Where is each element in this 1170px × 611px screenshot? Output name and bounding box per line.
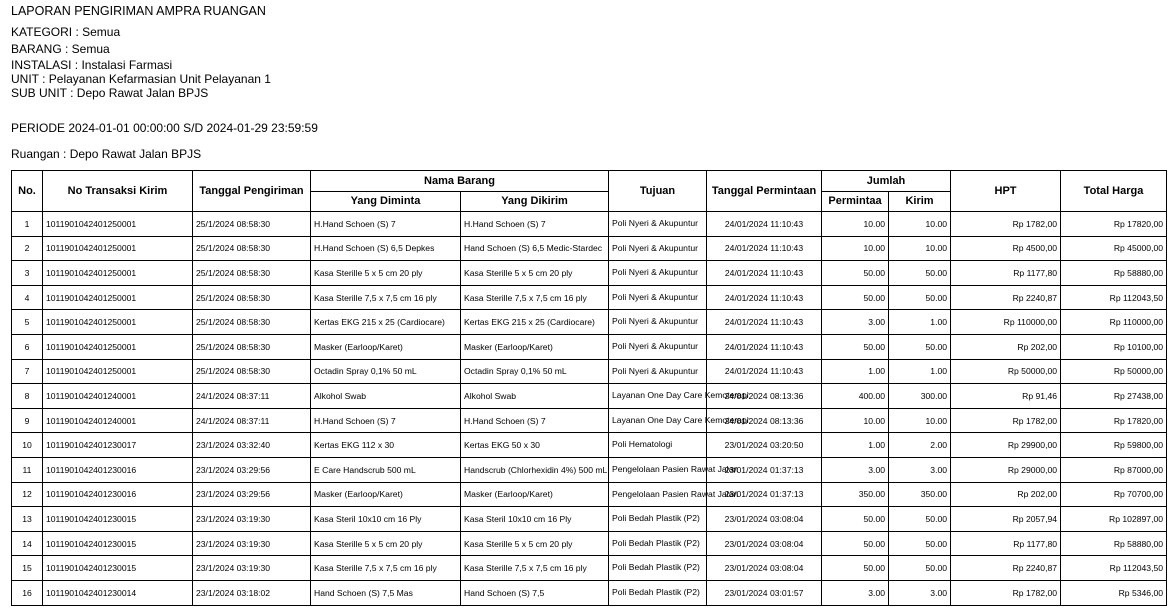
cell-yang-diminta: Kasa Sterille 5 x 5 cm 20 ply (311, 261, 461, 286)
cell-kirim: 300.00 (889, 384, 951, 409)
cell-permintaan: 10.00 (822, 212, 889, 237)
cell-tanggal-pengiriman: 25/1/2024 08:58:30 (193, 310, 311, 335)
cell-tujuan: Poli Nyeri & Akupuntur (609, 334, 707, 359)
cell-yang-diminta: Kasa Sterille 5 x 5 cm 20 ply (311, 531, 461, 556)
cell-yang-diminta: Kasa Sterille 7,5 x 7,5 cm 16 ply (311, 556, 461, 581)
cell-yang-dikirim: Kasa Steril 10x10 cm 16 Ply (461, 507, 609, 532)
table-row (12, 212, 1167, 237)
header-yang-dikirim: Yang Dikirim (461, 191, 609, 212)
cell-total-harga: Rp 5346,00 (1061, 580, 1167, 605)
cell-tanggal-permintaan: 24/01/2024 11:10:43 (707, 236, 822, 261)
cell-no: 9 (12, 408, 43, 433)
cell-tanggal-permintaan: 24/01/2024 11:10:43 (707, 334, 822, 359)
table-row (12, 384, 1167, 409)
cell-no: 15 (12, 556, 43, 581)
cell-tujuan: Poli Nyeri & Akupuntur (609, 310, 707, 335)
cell-no-transaksi: 1011901042401250001 (43, 236, 193, 261)
cell-no: 6 (12, 334, 43, 359)
cell-no: 5 (12, 310, 43, 335)
table-row (12, 261, 1167, 286)
cell-kirim: 50.00 (889, 334, 951, 359)
cell-no-transaksi: 1011901042401250001 (43, 261, 193, 286)
ruangan-line: Ruangan : Depo Rawat Jalan BPJS (11, 147, 202, 161)
cell-tanggal-permintaan: 24/01/2024 11:10:43 (707, 285, 822, 310)
cell-tujuan: Poli Bedah Plastik (P2) (609, 580, 707, 605)
cell-yang-diminta: Kasa Steril 10x10 cm 16 Ply (311, 507, 461, 532)
cell-tujuan: Pengelolaan Pasien Rawat Jalan (609, 482, 707, 507)
cell-tanggal-permintaan: 23/01/2024 03:01:57 (707, 580, 822, 605)
cell-permintaan: 3.00 (822, 310, 889, 335)
cell-total-harga: Rp 70700,00 (1061, 482, 1167, 507)
cell-no-transaksi: 1011901042401230017 (43, 433, 193, 458)
cell-permintaan: 50.00 (822, 285, 889, 310)
header-tanggal-permintaan: Tanggal Permintaan (707, 171, 822, 212)
cell-hpt: Rp 1782,00 (951, 408, 1061, 433)
cell-total-harga: Rp 50000,00 (1061, 359, 1167, 384)
cell-yang-dikirim: Masker (Earloop/Karet) (461, 482, 609, 507)
cell-permintaan: 50.00 (822, 531, 889, 556)
header-tanggal-pengiriman: Tanggal Pengiriman (193, 171, 311, 212)
table-row (12, 457, 1167, 482)
cell-total-harga: Rp 112043,50 (1061, 556, 1167, 581)
barang-line: BARANG : Semua (11, 42, 110, 56)
cell-permintaan: 50.00 (822, 507, 889, 532)
table-row (12, 482, 1167, 507)
cell-kirim: 1.00 (889, 359, 951, 384)
table-row (12, 580, 1167, 605)
cell-hpt: Rp 202,00 (951, 482, 1061, 507)
unit-line: UNIT : Pelayanan Kefarmasian Unit Pelayanan 1 (11, 72, 271, 86)
cell-tanggal-permintaan: 23/01/2024 01:37:13 (707, 482, 822, 507)
cell-total-harga: Rp 112043,50 (1061, 285, 1167, 310)
cell-hpt: Rp 4500,00 (951, 236, 1061, 261)
cell-tanggal-permintaan: 23/01/2024 03:20:50 (707, 433, 822, 458)
cell-hpt: Rp 50000,00 (951, 359, 1061, 384)
cell-tanggal-pengiriman: 23/1/2024 03:19:30 (193, 556, 311, 581)
cell-permintaan: 400.00 (822, 384, 889, 409)
table-row (12, 334, 1167, 359)
cell-total-harga: Rp 58880,00 (1061, 261, 1167, 286)
cell-kirim: 2.00 (889, 433, 951, 458)
cell-tujuan: Poli Nyeri & Akupuntur (609, 212, 707, 237)
cell-tanggal-pengiriman: 23/1/2024 03:29:56 (193, 457, 311, 482)
cell-tanggal-pengiriman: 25/1/2024 08:58:30 (193, 334, 311, 359)
cell-tanggal-pengiriman: 23/1/2024 03:19:30 (193, 507, 311, 532)
cell-no-transaksi: 1011901042401250001 (43, 359, 193, 384)
cell-yang-diminta: Alkohol Swab (311, 384, 461, 409)
cell-no-transaksi: 1011901042401240001 (43, 384, 193, 409)
cell-hpt: Rp 91,46 (951, 384, 1061, 409)
cell-yang-dikirim: Hand Schoen (S) 6,5 Medic-Stardec (461, 236, 609, 261)
table-row (12, 310, 1167, 335)
instalasi-line: INSTALASI : Instalasi Farmasi (11, 58, 173, 72)
header-nama-barang: Nama Barang (311, 171, 609, 192)
cell-yang-diminta: Kasa Sterille 7,5 x 7,5 cm 16 ply (311, 285, 461, 310)
cell-tanggal-permintaan: 24/01/2024 11:10:43 (707, 212, 822, 237)
cell-hpt: Rp 2240,87 (951, 285, 1061, 310)
cell-permintaan: 3.00 (822, 457, 889, 482)
cell-yang-dikirim: Masker (Earloop/Karet) (461, 334, 609, 359)
cell-no-transaksi: 1011901042401230016 (43, 457, 193, 482)
cell-yang-dikirim: Kasa Sterille 5 x 5 cm 20 ply (461, 531, 609, 556)
periode-line: PERIODE 2024-01-01 00:00:00 S/D 2024-01-29 23:59:59 (11, 121, 318, 135)
cell-permintaan: 1.00 (822, 359, 889, 384)
cell-yang-dikirim: Kasa Sterille 7,5 x 7,5 cm 16 ply (461, 556, 609, 581)
cell-hpt: Rp 110000,00 (951, 310, 1061, 335)
cell-tanggal-permintaan: 23/01/2024 01:37:13 (707, 457, 822, 482)
cell-no-transaksi: 1011901042401250001 (43, 310, 193, 335)
cell-yang-dikirim: H.Hand Schoen (S) 7 (461, 212, 609, 237)
cell-kirim: 50.00 (889, 531, 951, 556)
report-title: LAPORAN PENGIRIMAN AMPRA RUANGAN (11, 4, 266, 18)
cell-tanggal-pengiriman: 23/1/2024 03:29:56 (193, 482, 311, 507)
cell-yang-dikirim: H.Hand Schoen (S) 7 (461, 408, 609, 433)
header-total-harga: Total Harga (1061, 171, 1167, 212)
cell-kirim: 10.00 (889, 408, 951, 433)
cell-tanggal-permintaan: 23/01/2024 03:08:04 (707, 531, 822, 556)
header-no: No. (12, 171, 43, 212)
cell-yang-diminta: Kertas EKG 112 x 30 (311, 433, 461, 458)
header-jumlah: Jumlah (822, 171, 951, 192)
cell-kirim: 50.00 (889, 261, 951, 286)
table-row (12, 531, 1167, 556)
cell-no: 7 (12, 359, 43, 384)
cell-tujuan: Poli Nyeri & Akupuntur (609, 285, 707, 310)
cell-no-transaksi: 1011901042401230015 (43, 531, 193, 556)
cell-permintaan: 350.00 (822, 482, 889, 507)
cell-yang-diminta: Hand Schoen (S) 7,5 Mas (311, 580, 461, 605)
cell-tujuan: Poli Hematologi (609, 433, 707, 458)
cell-total-harga: Rp 110000,00 (1061, 310, 1167, 335)
cell-no: 4 (12, 285, 43, 310)
cell-yang-dikirim: Kasa Sterille 7,5 x 7,5 cm 16 ply (461, 285, 609, 310)
cell-kirim: 3.00 (889, 580, 951, 605)
cell-tujuan: Poli Bedah Plastik (P2) (609, 531, 707, 556)
cell-tujuan: Poli Nyeri & Akupuntur (609, 261, 707, 286)
cell-tanggal-pengiriman: 25/1/2024 08:58:30 (193, 261, 311, 286)
cell-total-harga: Rp 58880,00 (1061, 531, 1167, 556)
table-header (12, 171, 1167, 212)
header-permintaan: Permintaa (822, 191, 889, 212)
cell-permintaan: 50.00 (822, 556, 889, 581)
cell-total-harga: Rp 10100,00 (1061, 334, 1167, 359)
cell-hpt: Rp 202,00 (951, 334, 1061, 359)
cell-no: 8 (12, 384, 43, 409)
cell-tujuan: Pengelolaan Pasien Rawat Jalan (609, 457, 707, 482)
cell-tanggal-permintaan: 24/01/2024 08:13:36 (707, 384, 822, 409)
cell-tanggal-pengiriman: 25/1/2024 08:58:30 (193, 359, 311, 384)
cell-yang-dikirim: Hand Schoen (S) 7,5 (461, 580, 609, 605)
cell-hpt: Rp 1782,00 (951, 212, 1061, 237)
header-hpt: HPT (951, 171, 1061, 212)
cell-kirim: 10.00 (889, 212, 951, 237)
cell-hpt: Rp 2057,94 (951, 507, 1061, 532)
table-row (12, 285, 1167, 310)
cell-tujuan: Layanan One Day Care Kemoterapi (609, 384, 707, 409)
cell-tanggal-permintaan: 23/01/2024 03:08:04 (707, 507, 822, 532)
cell-no-transaksi: 1011901042401230015 (43, 507, 193, 532)
table-row (12, 556, 1167, 581)
cell-yang-diminta: E Care Handscrub 500 mL (311, 457, 461, 482)
cell-yang-diminta: H.Hand Schoen (S) 6,5 Depkes (311, 236, 461, 261)
cell-tujuan: Poli Bedah Plastik (P2) (609, 507, 707, 532)
cell-kirim: 50.00 (889, 285, 951, 310)
cell-tujuan: Poli Bedah Plastik (P2) (609, 556, 707, 581)
cell-hpt: Rp 29000,00 (951, 457, 1061, 482)
cell-yang-dikirim: Kasa Sterille 5 x 5 cm 20 ply (461, 261, 609, 286)
cell-permintaan: 10.00 (822, 236, 889, 261)
cell-tanggal-pengiriman: 23/1/2024 03:18:02 (193, 580, 311, 605)
cell-yang-diminta: Kertas EKG 215 x 25 (Cardiocare) (311, 310, 461, 335)
cell-no-transaksi: 1011901042401230016 (43, 482, 193, 507)
cell-no: 14 (12, 531, 43, 556)
cell-kirim: 50.00 (889, 507, 951, 532)
cell-permintaan: 50.00 (822, 261, 889, 286)
cell-kirim: 50.00 (889, 556, 951, 581)
cell-tanggal-pengiriman: 23/1/2024 03:19:30 (193, 531, 311, 556)
cell-yang-diminta: H.Hand Schoen (S) 7 (311, 212, 461, 237)
table-row (12, 236, 1167, 261)
table-row (12, 408, 1167, 433)
cell-tujuan: Layanan One Day Care Kemoterapi (609, 408, 707, 433)
cell-no: 10 (12, 433, 43, 458)
table-row (12, 359, 1167, 384)
cell-kirim: 1.00 (889, 310, 951, 335)
cell-tujuan: Poli Nyeri & Akupuntur (609, 236, 707, 261)
cell-total-harga: Rp 45000,00 (1061, 236, 1167, 261)
cell-no: 12 (12, 482, 43, 507)
cell-yang-dikirim: Kertas EKG 50 x 30 (461, 433, 609, 458)
cell-tujuan: Poli Nyeri & Akupuntur (609, 359, 707, 384)
cell-total-harga: Rp 59800,00 (1061, 433, 1167, 458)
cell-no-transaksi: 1011901042401230015 (43, 556, 193, 581)
cell-tanggal-pengiriman: 24/1/2024 08:37:11 (193, 384, 311, 409)
cell-yang-dikirim: Kertas EKG 215 x 25 (Cardiocare) (461, 310, 609, 335)
cell-hpt: Rp 1177,80 (951, 531, 1061, 556)
cell-yang-diminta: Masker (Earloop/Karet) (311, 482, 461, 507)
table-row (12, 507, 1167, 532)
cell-permintaan: 1.00 (822, 433, 889, 458)
cell-tanggal-pengiriman: 25/1/2024 08:58:30 (193, 212, 311, 237)
cell-tanggal-permintaan: 24/01/2024 11:10:43 (707, 359, 822, 384)
cell-permintaan: 10.00 (822, 408, 889, 433)
cell-kirim: 3.00 (889, 457, 951, 482)
cell-yang-dikirim: Alkohol Swab (461, 384, 609, 409)
header-yang-diminta: Yang Diminta (311, 191, 461, 212)
cell-tanggal-pengiriman: 23/1/2024 03:32:40 (193, 433, 311, 458)
cell-no-transaksi: 1011901042401250001 (43, 334, 193, 359)
cell-yang-diminta: Octadin Spray 0,1% 50 mL (311, 359, 461, 384)
cell-no-transaksi: 1011901042401240001 (43, 408, 193, 433)
cell-no: 13 (12, 507, 43, 532)
cell-no-transaksi: 1011901042401230014 (43, 580, 193, 605)
cell-yang-dikirim: Handscrub (Chlorhexidin 4%) 500 mL (461, 457, 609, 482)
sub-unit-line: SUB UNIT : Depo Rawat Jalan BPJS (11, 86, 209, 100)
cell-tanggal-pengiriman: 25/1/2024 08:58:30 (193, 285, 311, 310)
cell-tanggal-permintaan: 23/01/2024 03:08:04 (707, 556, 822, 581)
table-row (12, 433, 1167, 458)
cell-total-harga: Rp 87000,00 (1061, 457, 1167, 482)
kategori-line: KATEGORI : Semua (11, 25, 121, 39)
cell-hpt: Rp 29900,00 (951, 433, 1061, 458)
cell-kirim: 350.00 (889, 482, 951, 507)
cell-no: 1 (12, 212, 43, 237)
cell-no: 11 (12, 457, 43, 482)
cell-hpt: Rp 1782,00 (951, 580, 1061, 605)
cell-total-harga: Rp 102897,00 (1061, 507, 1167, 532)
report-table (11, 170, 1167, 606)
cell-yang-dikirim: Octadin Spray 0,1% 50 mL (461, 359, 609, 384)
header-kirim: Kirim (889, 191, 951, 212)
cell-tanggal-permintaan: 24/01/2024 11:10:43 (707, 310, 822, 335)
cell-tanggal-permintaan: 24/01/2024 08:13:36 (707, 408, 822, 433)
cell-no-transaksi: 1011901042401250001 (43, 212, 193, 237)
header-no-transaksi: No Transaksi Kirim (43, 171, 193, 212)
cell-permintaan: 50.00 (822, 334, 889, 359)
cell-tanggal-permintaan: 24/01/2024 11:10:43 (707, 261, 822, 286)
table-body (12, 212, 1167, 606)
cell-total-harga: Rp 27438,00 (1061, 384, 1167, 409)
cell-no: 3 (12, 261, 43, 286)
cell-no: 2 (12, 236, 43, 261)
header-tujuan: Tujuan (609, 171, 707, 212)
cell-tanggal-pengiriman: 24/1/2024 08:37:11 (193, 408, 311, 433)
cell-no-transaksi: 1011901042401250001 (43, 285, 193, 310)
cell-tanggal-pengiriman: 25/1/2024 08:58:30 (193, 236, 311, 261)
cell-total-harga: Rp 17820,00 (1061, 212, 1167, 237)
cell-yang-diminta: H.Hand Schoen (S) 7 (311, 408, 461, 433)
cell-permintaan: 3.00 (822, 580, 889, 605)
cell-hpt: Rp 1177,80 (951, 261, 1061, 286)
cell-kirim: 10.00 (889, 236, 951, 261)
cell-no: 16 (12, 580, 43, 605)
cell-yang-diminta: Masker (Earloop/Karet) (311, 334, 461, 359)
cell-hpt: Rp 2240,87 (951, 556, 1061, 581)
cell-total-harga: Rp 17820,00 (1061, 408, 1167, 433)
